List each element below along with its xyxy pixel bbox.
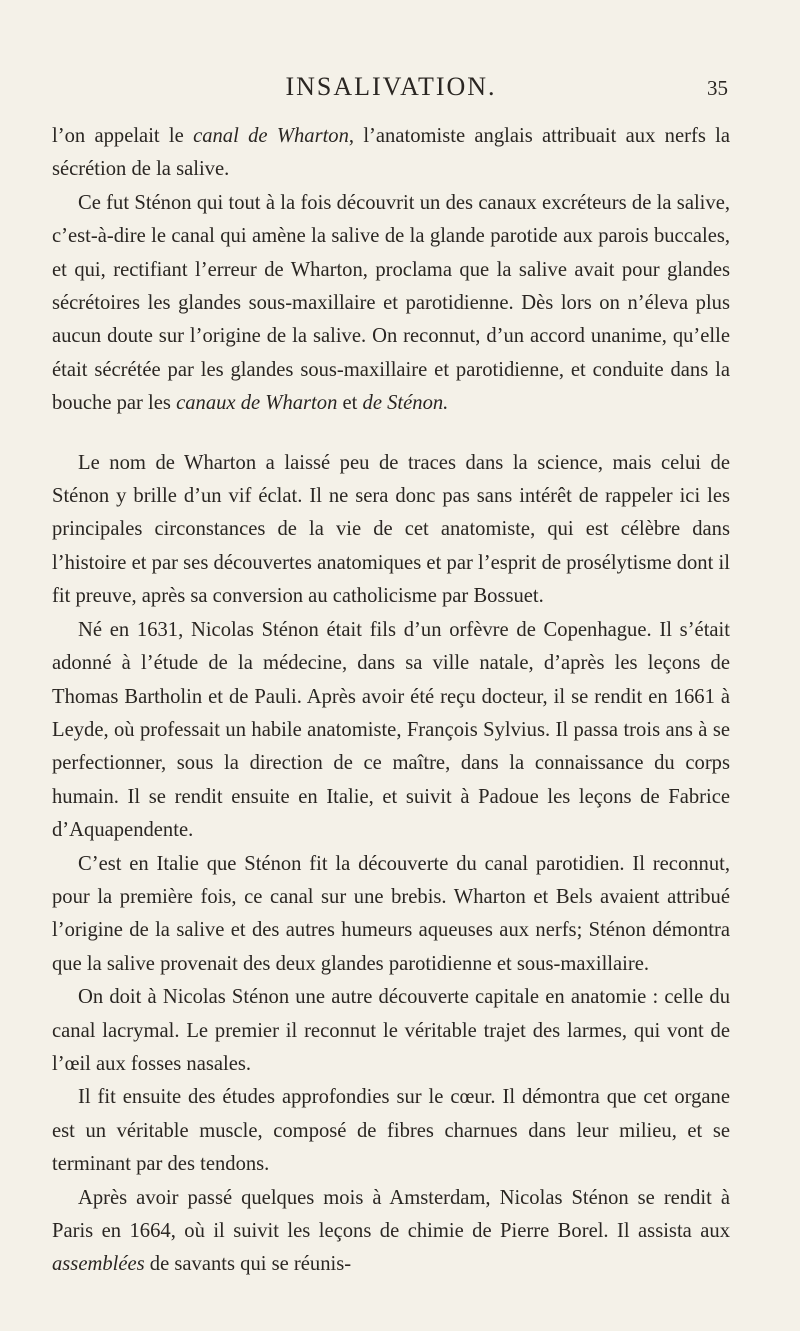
text-run: Le nom de Wharton a laissé peu de traces dans la science, mais celui de Sténon y brille d’un vif éclat. Il ne sera donc pas sans intérêt de rappeler ici les principales circonstances de la vie de cet anatomiste, qui est célèbre dans l’histoire et par ses découvertes anatomiques et par l’esprit de prosélytisme dont il fit preuve, après sa conversion au catholicisme par Bossuet. [52, 451, 730, 608]
paragraph [52, 1182, 730, 1282]
paragraph [52, 1081, 730, 1181]
page-number: 35 [707, 76, 728, 100]
text-run: C’est en Italie que Sténon fit la découverte du canal parotidien. Il reconnut, pour la première fois, ce canal sur une brebis. Wharton et Bels avaient attribué l’origine de la salive et des autres humeurs aqueuses aux nerfs; Sténon démontra que la salive provenait des deux glandes parotidienne et sous-maxillaire. [52, 852, 730, 975]
paragraph-continuation [52, 120, 730, 187]
body-text [52, 120, 730, 1282]
paragraph [52, 447, 730, 614]
text-run: l’on appelait le [52, 125, 194, 147]
text-run: Après avoir passé quelques mois à Amsterdam, Nicolas Sténon se rendit à Paris en 1664, où il suivit les leçons de chimie de Pierre Borel. Il assista aux [52, 1186, 730, 1242]
italic-run: assemblées [52, 1253, 145, 1276]
paragraph [52, 981, 730, 1081]
text-run: et [337, 392, 363, 415]
text-run: de savants qui se réunis- [144, 1253, 352, 1276]
italic-run: canal de Wharton [193, 125, 349, 147]
text-run: , l’anatomiste anglais attribuait aux nerfs la sécrétion de la salive. [52, 125, 730, 181]
paragraph [52, 614, 730, 848]
text-run: Il fit ensuite des études approfondies sur le cœur. Il démontra que cet organe est un véritable muscle, composé de fibres charnues dans leur milieu, et se terminant par des tendons. [52, 1086, 730, 1176]
text-run: On doit à Nicolas Sténon une autre découverte capitale en anatomie : celle du canal lacrymal. Le premier il reconnut le véritable trajet des larmes, qui vont de l’œil aux fosses nasales. [52, 986, 730, 1075]
running-head [52, 72, 730, 108]
paragraph [52, 187, 730, 421]
italic-run: de Sténon. [362, 392, 449, 415]
running-title: INSALIVATION. [285, 72, 497, 101]
paragraph [52, 848, 730, 982]
text-run: Ce fut Sténon qui tout à la fois découvrit un des canaux excréteurs de la salive, c’est-à-dire le canal qui amène la salive de la glande parotide aux parois buccales, et qui, rectifiant l’erreur de Wharton, proclama que la salive avait pour glandes sécrétoires les glandes sous-maxillaire et parotidienne. Dès lors on n’éleva plus aucun doute sur l’origine de la salive. On reconnut, d’un accord unanime, qu’elle était sécrétée par les glandes sous-maxillaire et parotidienne, et conduite dans la bouche par les [52, 191, 730, 415]
italic-run: canaux de Wharton [176, 392, 338, 415]
text-run: Né en 1631, Nicolas Sténon était fils d’un orfèvre de Copenhague. Il s’était adonné à l’étude de la médecine, dans sa ville natale, d’après les leçons de Thomas Bartholin et de Pauli. Après avoir été reçu docteur, il se rendit en 1661 à Leyde, où professait un habile anatomiste, François Sylvius. Il passa trois ans à se perfectionner, sous la direction de ce maître, dans la connaissance du corps humain. Il se rendit ensuite en Italie, et suivit à Padoue les leçons de Fabrice d’Aquapendente. [52, 618, 730, 842]
